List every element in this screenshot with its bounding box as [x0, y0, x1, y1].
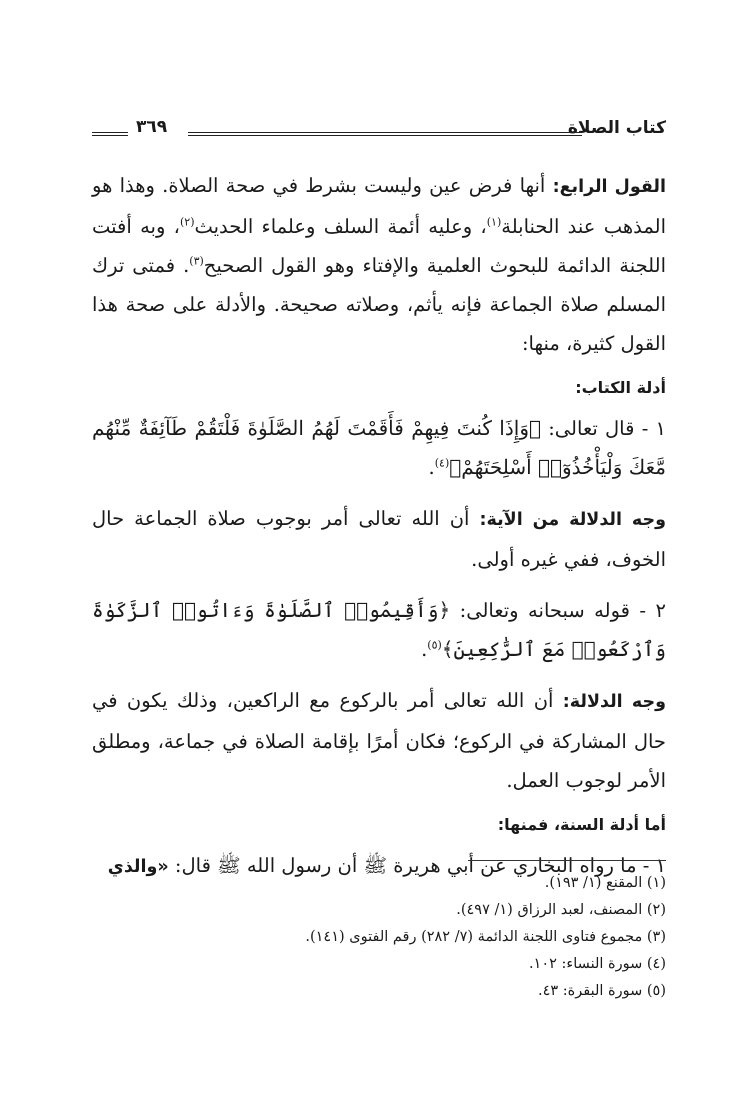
- heading-sunnah-evidence: أما أدلة السنة، فمنها:: [497, 815, 666, 834]
- footnote-ref: (٤): [434, 456, 450, 470]
- footnote-ref: (١): [486, 215, 502, 229]
- inference-verse-1: [92, 499, 666, 579]
- inference-lead: وجه الدلالة:: [562, 692, 666, 712]
- evidence-verse-2: [92, 591, 666, 669]
- evidence-verse-1: [92, 409, 666, 487]
- footnote-ref: (٣): [189, 254, 204, 268]
- hadith-text: ١ - ما رواه البخاري عن أبي هريرة ﷺ أن رسول الله ﷺ قال:: [168, 854, 666, 877]
- punctuation: .: [421, 638, 428, 661]
- footnote-ref: (٥): [427, 638, 442, 652]
- book-page: [92, 110, 666, 1090]
- footnote-item: (٤) سورة النساء: ١٠٢.: [528, 956, 666, 972]
- paragraph-text: ، وعليه أئمة السلف وعلماء الحديث: [194, 215, 487, 238]
- footnote-item: (٢) المصنف، لعبد الرزاق (١/ ٤٩٧).: [456, 902, 666, 918]
- running-header: [92, 118, 666, 148]
- paragraph-fourth-opinion: [92, 166, 666, 363]
- main-text: [92, 166, 666, 887]
- paragraph-text: أنها فرض عين وليست بشرط في صحة الصلاة. وهذا هو المذهب عند الحنابلة: [92, 174, 667, 238]
- hadith-quote: «والذي: [107, 857, 169, 877]
- quran-verse: ﴿وَأَقِيمُوا۟ ٱلصَّلَوٰةَ وَءَاتُوا۟ ٱلزَّكَوٰةَ وَٱرْكَعُوا۟ مَعَ ٱلرَّٰكِعِينَ﴾: [92, 598, 666, 661]
- paragraph-lead: القول الرابع:: [552, 177, 666, 197]
- footnote-item: (٥) سورة البقرة: ٤٣.: [537, 983, 666, 999]
- punctuation: .: [428, 456, 435, 479]
- paragraph-text: . فمتى ترك المسلم صلاة الجماعة فإنه يأثم، وصلاته صحيحة. والأدلة على صحة هذا القول كثيرة، منها:: [92, 254, 666, 355]
- chapter-title: كتاب الصلاة: [567, 118, 666, 138]
- footnotes: [92, 870, 666, 1005]
- page-number: ٣٦٩: [136, 117, 168, 137]
- evidence-intro: ١ - قال تعالى:: [541, 417, 666, 440]
- header-rule-short: [92, 132, 128, 136]
- inference-text: أن الله تعالى أمر بالركوع مع الراكعين، وذلك يكون في حال المشاركة في الركوع؛ فكان أمرًا بإقامة الصلاة في جماعة، ومطلق الأمر لوجوب العمل.: [92, 689, 666, 792]
- header-rule: [188, 132, 582, 136]
- heading-quran-evidence: أدلة الكتاب:: [575, 378, 666, 397]
- evidence-intro: ٢ - قوله سبحانه وتعالى:: [450, 599, 666, 622]
- paragraph-text: ، وبه أفتت اللجنة الدائمة للبحوث العلمية والإفتاء وهو القول الصحيح: [92, 215, 666, 277]
- inference-lead: وجه الدلالة من الآية:: [479, 510, 667, 530]
- inference-text: أن الله تعالى أمر بوجوب صلاة الجماعة حال الخوف، ففي غيره أولى.: [92, 507, 666, 571]
- footnote-item: (٣) مجموع فتاوى اللجنة الدائمة (٧/ ٢٨٢) رقم الفتوى (١٤١).: [305, 929, 666, 945]
- inference-verse-2: [92, 681, 666, 800]
- footnote-ref: (٢): [179, 215, 195, 229]
- footnote-separator: [468, 860, 666, 861]
- footnote-item: (١) المقنع (١/ ١٩٣).: [544, 875, 666, 891]
- quran-verse: ﴿وَإِذَا كُنتَ فِيهِمْ فَأَقَمْتَ لَهُمُ الصَّلَوٰةَ فَلْتَقُمْ طَآئِفَةٌ مِّنْهُم مَّعَكَ وَلْيَأْخُذُوٓا۟ أَسْلِحَتَهُمْ﴾: [92, 416, 666, 479]
